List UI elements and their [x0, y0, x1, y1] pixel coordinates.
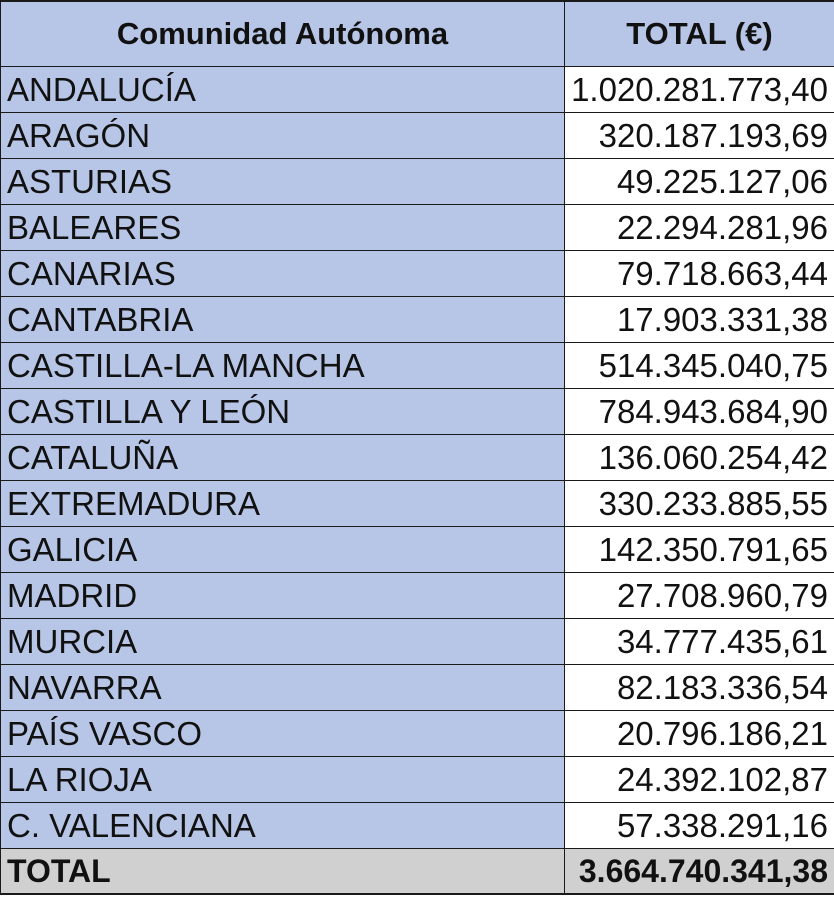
table-row: [1, 527, 834, 573]
region-name: CASTILLA-LA MANCHA: [1, 343, 565, 389]
total-label: TOTAL: [1, 849, 565, 895]
table-row: [1, 389, 834, 435]
region-total: 34.777.435,61: [565, 619, 834, 665]
region-name: CANTABRIA: [1, 297, 565, 343]
region-total: 49.225.127,06: [565, 159, 834, 205]
table-row: [1, 619, 834, 665]
region-total: 17.903.331,38: [565, 297, 834, 343]
table-row: [1, 297, 834, 343]
region-total: 142.350.791,65: [565, 527, 834, 573]
region-name: LA RIOJA: [1, 757, 565, 803]
table-row: [1, 251, 834, 297]
total-value: 3.664.740.341,38: [565, 849, 834, 895]
table-row: [1, 435, 834, 481]
table-row: [1, 757, 834, 803]
table-header: [1, 1, 834, 67]
region-name: PAÍS VASCO: [1, 711, 565, 757]
table-row: [1, 573, 834, 619]
region-name: CATALUÑA: [1, 435, 565, 481]
table-row: [1, 67, 834, 113]
table-row: [1, 711, 834, 757]
region-name: MADRID: [1, 573, 565, 619]
table-row: [1, 343, 834, 389]
table-footer: [1, 849, 834, 895]
region-total: 136.060.254,42: [565, 435, 834, 481]
region-total: 1.020.281.773,40: [565, 67, 834, 113]
region-total: 82.183.336,54: [565, 665, 834, 711]
region-name: MURCIA: [1, 619, 565, 665]
region-name: EXTREMADURA: [1, 481, 565, 527]
region-total: 20.796.186,21: [565, 711, 834, 757]
region-total: 57.338.291,16: [565, 803, 834, 849]
region-name: BALEARES: [1, 205, 565, 251]
table-row: [1, 159, 834, 205]
table-row: [1, 803, 834, 849]
table-row: [1, 113, 834, 159]
region-total: 22.294.281,96: [565, 205, 834, 251]
region-total: 784.943.684,90: [565, 389, 834, 435]
total-row: [1, 849, 834, 895]
header-comunidad: Comunidad Autónoma: [1, 1, 565, 67]
region-name: C. VALENCIANA: [1, 803, 565, 849]
header-total: TOTAL (€): [565, 1, 834, 67]
region-name: ANDALUCÍA: [1, 67, 565, 113]
region-name: CANARIAS: [1, 251, 565, 297]
region-name: GALICIA: [1, 527, 565, 573]
region-name: NAVARRA: [1, 665, 565, 711]
region-total: 320.187.193,69: [565, 113, 834, 159]
region-total: 79.718.663,44: [565, 251, 834, 297]
region-total: 27.708.960,79: [565, 573, 834, 619]
region-total: 514.345.040,75: [565, 343, 834, 389]
region-name: ASTURIAS: [1, 159, 565, 205]
table-row: [1, 481, 834, 527]
region-total: 24.392.102,87: [565, 757, 834, 803]
header-row: [1, 1, 834, 67]
region-name: CASTILLA Y LEÓN: [1, 389, 565, 435]
region-total: 330.233.885,55: [565, 481, 834, 527]
table-body: [1, 67, 834, 849]
table-row: [1, 205, 834, 251]
table-row: [1, 665, 834, 711]
region-name: ARAGÓN: [1, 113, 565, 159]
